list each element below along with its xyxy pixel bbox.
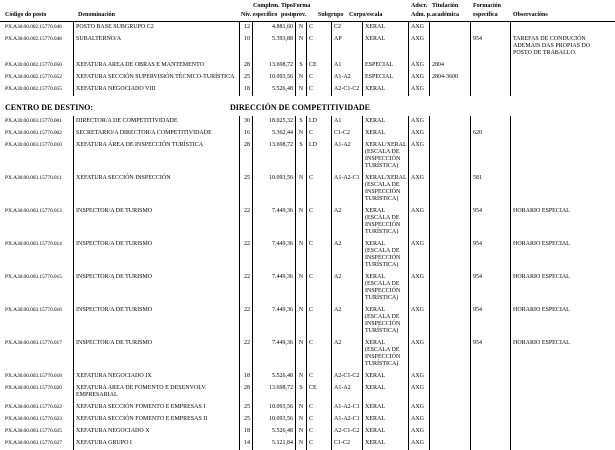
- cell-forma-provision: C: [307, 34, 332, 60]
- table-row: [5, 305, 615, 338]
- cell-adscricion-adm: AXG: [409, 34, 430, 60]
- cell-adscricion-adm: AXG: [409, 426, 430, 438]
- cell-formacion-especifica: 581: [471, 173, 511, 206]
- cell-nivel: 18: [240, 371, 253, 383]
- header-tipo-top: Tipo: [281, 3, 293, 9]
- cell-complem-especifico: 5.393,88: [253, 34, 296, 60]
- cell-corpo-escala: XERAL (ESCALA DE INSPECCIÓN TURÍSTICA): [363, 206, 409, 239]
- cell-complem-especifico: 5.362,44: [253, 128, 296, 140]
- cell-observacions: HORARIO ESPECIAL: [513, 241, 570, 247]
- cell-corpo-escala: XERAL: [363, 84, 409, 96]
- cell-corpo-escala: XERAL (ESCALA DE INSPECCIÓN TURÍSTICA): [363, 239, 409, 272]
- cell-denominacion: XEFATURA AREA DE OBRAS E MANTEMENTO: [74, 60, 240, 72]
- cell-codigo-do-posto: PX.A30.00.003.15770.025: [5, 426, 74, 438]
- cell-subgrupo: A1-A2-C1: [332, 402, 363, 414]
- cell-subgrupo: A2: [332, 206, 363, 239]
- cell-denominacion: INSPECTOR/A DE TURISMO: [74, 206, 240, 239]
- cell-codigo-do-posto: PX.A30.00.003.15770.017: [5, 338, 74, 371]
- cell-complem-especifico: 7.449,36: [253, 338, 296, 371]
- cell-observacions: [511, 414, 615, 426]
- cell-complem-especifico: 5.526,48: [253, 84, 296, 96]
- cell-observacions: [511, 84, 615, 96]
- cell-formacion-especifica: 954: [471, 338, 511, 371]
- cell-adscricion-adm: AXG: [409, 371, 430, 383]
- cell-adscricion-adm: AXG: [409, 128, 430, 140]
- cell-forma-provision: C: [307, 239, 332, 272]
- cell-tipo-posto: N: [296, 173, 307, 206]
- cell-formacion-especifica: [471, 116, 511, 128]
- cell-nivel: 25: [240, 414, 253, 426]
- cell-formacion-especifica: [471, 371, 511, 383]
- cell-observacions: HORARIO ESPECIAL: [513, 307, 570, 313]
- cell-formacion-especifica: 954: [471, 239, 511, 272]
- cell-tipo-posto: N: [296, 402, 307, 414]
- cell-denominacion: XEFATURA NEGOCIADO IX: [74, 371, 240, 383]
- cell-nivel: 16: [240, 128, 253, 140]
- cell-adscricion-adm: AXG: [409, 60, 430, 72]
- cell-codigo-do-posto: PX.A30.00.003.15770.014: [5, 239, 74, 272]
- cell-complem-especifico: 13.698,72: [253, 140, 296, 173]
- cell-formacion-especifica: 954: [471, 206, 511, 239]
- cell-denominacion: XEFATURA NEGOCIADO X: [74, 426, 240, 438]
- cell-forma-provision: C: [307, 173, 332, 206]
- cell-forma-provision: C: [307, 414, 332, 426]
- cell-subgrupo: A2: [332, 272, 363, 305]
- cell-complem-especifico: 7.449,36: [253, 239, 296, 272]
- cell-forma-provision: CE: [307, 60, 332, 72]
- cell-formacion-especifica: [471, 383, 511, 402]
- cell-titulacion-academica: [430, 128, 471, 140]
- header-codigo: Código do posto: [5, 12, 47, 18]
- header-titulacion-top: Titulación: [432, 3, 459, 9]
- cell-denominacion: XEFATURA NEGOCIADO VIII: [74, 84, 240, 96]
- centro-de-destino-row: [5, 103, 615, 112]
- cell-formacion-especifica: [471, 22, 511, 34]
- cell-corpo-escala: XERAL (ESCALA DE INSPECCIÓN TURÍSTICA): [363, 338, 409, 371]
- cell-codigo-do-posto: PX.A30.00.002.15770.050: [5, 60, 74, 72]
- cell-formacion-especifica: [471, 426, 511, 438]
- cell-nivel: 22: [240, 272, 253, 305]
- table-row: [5, 402, 615, 414]
- header-adscr-top: Adscr.: [411, 3, 428, 9]
- cell-codigo-do-posto: PX.A30.00.003.15770.022: [5, 402, 74, 414]
- table-row: [5, 34, 615, 60]
- cell-subgrupo: A2-C1-C2: [332, 426, 363, 438]
- cell-forma-provision: C: [307, 402, 332, 414]
- cell-observacions: [511, 438, 615, 450]
- cell-formacion-especifica: [471, 72, 511, 84]
- cell-forma-provision: LD: [307, 116, 332, 128]
- cell-formacion-especifica: 620: [471, 128, 511, 140]
- cell-adscricion-adm: AXG: [409, 173, 430, 206]
- table-row: [5, 140, 615, 173]
- cell-tipo-posto: N: [296, 22, 307, 34]
- cell-subgrupo: A1: [332, 60, 363, 72]
- cell-corpo-escala: XERAL: [363, 414, 409, 426]
- cell-denominacion: XEFATURA SECCIÓN FOMENTO E EMPRESAS I: [74, 402, 240, 414]
- cell-complem-especifico: 10.093,56: [253, 414, 296, 426]
- cell-adscricion-adm: AXG: [409, 402, 430, 414]
- cell-codigo-do-posto: PX.A30.00.002.15770.046: [5, 22, 74, 34]
- cell-complem-especifico: 7.449,36: [253, 206, 296, 239]
- cell-formacion-especifica: 954: [471, 305, 511, 338]
- cell-tipo-posto: S: [296, 383, 307, 402]
- table-row: [5, 22, 615, 34]
- cell-complem-especifico: 10.093,56: [253, 72, 296, 84]
- cell-denominacion: XEFATURA GRUPO I: [74, 438, 240, 450]
- cell-observacions: [511, 402, 615, 414]
- cell-codigo-do-posto: PX.A30.00.003.15770.016: [5, 305, 74, 338]
- cell-complem-especifico: 18.025,32: [253, 116, 296, 128]
- cell-denominacion: DIRECTOR/A DE COMPETITIVIDADE: [74, 116, 240, 128]
- cell-corpo-escala: XERAL: [363, 438, 409, 450]
- table-section: [5, 22, 615, 96]
- cell-tipo-posto: N: [296, 72, 307, 84]
- header-titulacion-bottom: académica: [432, 12, 459, 18]
- header-formacion-bottom: específica: [473, 12, 498, 18]
- cell-observacions: HORARIO ESPECIAL: [513, 340, 570, 346]
- cell-denominacion: XEFATURA ÁREA DE INSPECCIÓN TURÍSTICA: [74, 140, 240, 173]
- cell-denominacion: INSPECTOR/A DE TURISMO: [74, 338, 240, 371]
- cell-titulacion-academica: [430, 272, 471, 305]
- table-row: [5, 239, 615, 272]
- cell-corpo-escala: XERAL: [363, 383, 409, 402]
- cell-titulacion-academica: [430, 438, 471, 450]
- cell-nivel: 14: [240, 438, 253, 450]
- cell-forma-provision: CE: [307, 383, 332, 402]
- table-header-row: [0, 0, 615, 22]
- cell-adscricion-adm: AXG: [409, 206, 430, 239]
- header-forma-top: Forma: [293, 3, 311, 9]
- cell-titulacion-academica: [430, 34, 471, 60]
- cell-titulacion-academica: [430, 173, 471, 206]
- cell-adscricion-adm: AXG: [409, 116, 430, 128]
- cell-adscricion-adm: AXG: [409, 72, 430, 84]
- cell-formacion-especifica: [471, 414, 511, 426]
- cell-nivel: 25: [240, 173, 253, 206]
- cell-forma-provision: C: [307, 426, 332, 438]
- cell-denominacion: XEFATURA SECCIÓN INSPECCIÓN: [74, 173, 240, 206]
- cell-nivel: 28: [240, 140, 253, 173]
- cell-adscricion-adm: AXG: [409, 140, 430, 173]
- cell-forma-provision: C: [307, 206, 332, 239]
- cell-titulacion-academica: [430, 84, 471, 96]
- cell-adscricion-adm: AXG: [409, 272, 430, 305]
- cell-subgrupo: A2: [332, 338, 363, 371]
- cell-codigo-do-posto: PX.A30.00.003.15770.011: [5, 173, 74, 206]
- header-tipo-bottom: posto: [281, 12, 295, 18]
- table-row: [5, 206, 615, 239]
- cell-complem-especifico: 7.449,36: [253, 305, 296, 338]
- cell-corpo-escala: XERAL: [363, 402, 409, 414]
- header-denominacion: Denominación: [78, 12, 116, 18]
- cell-tipo-posto: N: [296, 414, 307, 426]
- cell-complem-especifico: 13.698,72: [253, 383, 296, 402]
- cell-nivel: 22: [240, 239, 253, 272]
- table-row: [5, 116, 615, 128]
- cell-codigo-do-posto: PX.A30.00.003.15770.010: [5, 140, 74, 173]
- cell-observacions: [511, 173, 615, 206]
- table-row: [5, 438, 615, 450]
- cell-denominacion: INSPECTOR/A DE TURISMO: [74, 272, 240, 305]
- cell-nivel: 10: [240, 34, 253, 60]
- cell-nivel: 18: [240, 426, 253, 438]
- cell-subgrupo: A1-A2-C1: [332, 173, 363, 206]
- cell-nivel: 22: [240, 338, 253, 371]
- cell-observacions: [511, 72, 615, 84]
- cell-adscricion-adm: AXG: [409, 84, 430, 96]
- cell-complem-especifico: 4.881,60: [253, 22, 296, 34]
- cell-denominacion: XEFATURA SECCIÓN SUPERVISIÓN TÉCNICO-TURÍSTICA: [74, 72, 240, 84]
- table-row: [5, 60, 615, 72]
- cell-formacion-especifica: [471, 60, 511, 72]
- centro-de-destino-label: CENTRO DE DESTINO:: [5, 103, 94, 112]
- header-subgrupo: Subgrupo: [318, 12, 344, 18]
- cell-complem-especifico: 13.698,72: [253, 60, 296, 72]
- cell-nivel: 30: [240, 116, 253, 128]
- table-row: [5, 338, 615, 371]
- cell-subgrupo: A2-C1-C2: [332, 84, 363, 96]
- cell-codigo-do-posto: PX.A30.00.003.15770.027: [5, 438, 74, 450]
- cell-corpo-escala: XERAL/XERAL (ESCALA DE INSPECCIÓN TURÍSTICA): [363, 140, 409, 173]
- cell-denominacion: XEFATURA AREA DE FOMENTO E DESENVOLV. EMPRESARIAL: [74, 383, 240, 402]
- table-row: [5, 272, 615, 305]
- cell-codigo-do-posto: PX.A30.00.003.15770.020: [5, 383, 74, 402]
- cell-corpo-escala: XERAL: [363, 116, 409, 128]
- cell-observacions: TAREFAS DE CONDUCIÓN ADEMÁIS DAS PROPIAS DO POSTO DE TRABALLO.: [513, 36, 591, 56]
- cell-titulacion-academica: [430, 116, 471, 128]
- header-forma-bottom: prov.: [293, 12, 307, 18]
- cell-codigo-do-posto: PX.A30.00.003.15770.002: [5, 128, 74, 140]
- cell-titulacion-academica: [430, 371, 471, 383]
- table-section: [5, 103, 615, 450]
- cell-subgrupo: A1: [332, 116, 363, 128]
- cell-nivel: 28: [240, 60, 253, 72]
- cell-forma-provision: C: [307, 84, 332, 96]
- cell-complem-especifico: 5.526,48: [253, 371, 296, 383]
- cell-formacion-especifica: 954: [471, 272, 511, 305]
- cell-adscricion-adm: AXG: [409, 305, 430, 338]
- cell-formacion-especifica: 954: [471, 34, 511, 60]
- cell-corpo-escala: XERAL: [363, 128, 409, 140]
- cell-complem-especifico: 7.449,36: [253, 272, 296, 305]
- cell-formacion-especifica: [471, 84, 511, 96]
- cell-denominacion: POSTO BASE SUBGRUPO C2: [74, 22, 240, 34]
- cell-forma-provision: C: [307, 338, 332, 371]
- table-row: [5, 383, 615, 402]
- cell-adscricion-adm: AXG: [409, 239, 430, 272]
- cell-subgrupo: A2: [332, 239, 363, 272]
- cell-titulacion-academica: 2804: [430, 60, 471, 72]
- cell-subgrupo: AP: [332, 34, 363, 60]
- cell-nivel: 12: [240, 22, 253, 34]
- cell-nivel: 18: [240, 84, 253, 96]
- cell-observacions: [511, 116, 615, 128]
- cell-titulacion-academica: [430, 206, 471, 239]
- cell-tipo-posto: N: [296, 438, 307, 450]
- cell-corpo-escala: XERAL: [363, 34, 409, 60]
- cell-codigo-do-posto: PX.A30.00.003.15770.015: [5, 272, 74, 305]
- cell-adscricion-adm: AXG: [409, 414, 430, 426]
- cell-subgrupo: A2: [332, 305, 363, 338]
- cell-observacions: [511, 383, 615, 402]
- cell-corpo-escala: XERAL (ESCALA DE INSPECCIÓN TURÍSTICA): [363, 272, 409, 305]
- cell-tipo-posto: N: [296, 305, 307, 338]
- cell-complem-especifico: 5.121,84: [253, 438, 296, 450]
- cell-tipo-posto: S: [296, 60, 307, 72]
- cell-titulacion-academica: [430, 305, 471, 338]
- cell-nivel: 22: [240, 305, 253, 338]
- header-niv-especifico: Niv. específico: [241, 12, 278, 18]
- cell-nivel: 25: [240, 402, 253, 414]
- cell-adscricion-adm: AXG: [409, 383, 430, 402]
- cell-complem-especifico: 10.093,56: [253, 402, 296, 414]
- cell-subgrupo: C1-C2: [332, 128, 363, 140]
- cell-subgrupo: C2: [332, 22, 363, 34]
- cell-tipo-posto: N: [296, 371, 307, 383]
- table-row: [5, 371, 615, 383]
- cell-forma-provision: LD: [307, 140, 332, 173]
- cell-tipo-posto: N: [296, 206, 307, 239]
- cell-titulacion-academica: [430, 414, 471, 426]
- cell-observacions: [511, 22, 615, 34]
- cell-corpo-escala: ESPECIAL: [363, 72, 409, 84]
- table-row: [5, 426, 615, 438]
- cell-corpo-escala: XERAL (ESCALA DE INSPECCIÓN TURÍSTICA): [363, 305, 409, 338]
- cell-subgrupo: A2-C1-C2: [332, 371, 363, 383]
- cell-corpo-escala: XERAL: [363, 371, 409, 383]
- cell-tipo-posto: S: [296, 140, 307, 173]
- table-row: [5, 128, 615, 140]
- cell-nivel: 22: [240, 206, 253, 239]
- cell-formacion-especifica: [471, 140, 511, 173]
- cell-forma-provision: C: [307, 438, 332, 450]
- cell-titulacion-academica: [430, 22, 471, 34]
- cell-corpo-escala: XERAL: [363, 426, 409, 438]
- cell-observacions: HORARIO ESPECIAL: [513, 208, 570, 214]
- cell-corpo-escala: ESPECIAL: [363, 60, 409, 72]
- cell-denominacion: INSPECTOR/A DE TURISMO: [74, 305, 240, 338]
- cell-subgrupo: A1-A2: [332, 72, 363, 84]
- cell-codigo-do-posto: PX.A30.00.002.15770.048: [5, 34, 74, 60]
- cell-forma-provision: C: [307, 272, 332, 305]
- cell-codigo-do-posto: PX.A30.00.002.15770.055: [5, 84, 74, 96]
- cell-formacion-especifica: [471, 402, 511, 414]
- cell-denominacion: SUBALTERNO/A: [74, 34, 240, 60]
- cell-titulacion-academica: [430, 140, 471, 173]
- table-row: [5, 84, 615, 96]
- cell-forma-provision: C: [307, 371, 332, 383]
- cell-subgrupo: C1-C2: [332, 438, 363, 450]
- cell-nivel: 28: [240, 383, 253, 402]
- cell-codigo-do-posto: PX.A30.00.003.15770.023: [5, 414, 74, 426]
- centro-de-destino-value: DIRECCIÓN DE COMPETITIVIDADE: [230, 103, 371, 112]
- table-row: [5, 173, 615, 206]
- cell-codigo-do-posto: PX.A30.00.003.15770.001: [5, 116, 74, 128]
- cell-observacions: [511, 140, 615, 173]
- cell-corpo-escala: XERAL/XERAL (ESCALA DE INSPECCIÓN TURÍSTICA): [363, 173, 409, 206]
- cell-codigo-do-posto: PX.A30.00.002.15770.052: [5, 72, 74, 84]
- cell-tipo-posto: N: [296, 272, 307, 305]
- cell-forma-provision: C: [307, 305, 332, 338]
- cell-subgrupo: A1-A2-C1: [332, 414, 363, 426]
- header-complem-top: Complem.: [253, 3, 280, 9]
- cell-titulacion-academica: [430, 426, 471, 438]
- cell-titulacion-academica: [430, 239, 471, 272]
- table-row: [5, 72, 615, 84]
- cell-tipo-posto: N: [296, 34, 307, 60]
- cell-forma-provision: C: [307, 128, 332, 140]
- cell-subgrupo: A1-A2: [332, 383, 363, 402]
- header-corpo-escala: Corpo/escala: [349, 12, 383, 18]
- table-body: [5, 22, 615, 450]
- cell-observacions: [511, 60, 615, 72]
- cell-titulacion-academica: 2804-3600: [430, 72, 471, 84]
- cell-titulacion-academica: [430, 383, 471, 402]
- cell-tipo-posto: N: [296, 128, 307, 140]
- cell-subgrupo: A1-A2: [332, 140, 363, 173]
- cell-adscricion-adm: AXG: [409, 438, 430, 450]
- header-observacions: Observacións: [513, 12, 548, 18]
- cell-corpo-escala: XERAL: [363, 22, 409, 34]
- cell-adscricion-adm: AXG: [409, 22, 430, 34]
- cell-observacions: [511, 426, 615, 438]
- cell-titulacion-academica: [430, 338, 471, 371]
- header-adscr-bottom: Adm. p.: [411, 12, 432, 18]
- cell-complem-especifico: 10.093,56: [253, 173, 296, 206]
- cell-tipo-posto: S: [296, 116, 307, 128]
- cell-observacions: [511, 371, 615, 383]
- cell-tipo-posto: N: [296, 84, 307, 96]
- cell-tipo-posto: N: [296, 338, 307, 371]
- cell-nivel: 25: [240, 72, 253, 84]
- cell-forma-provision: C: [307, 22, 332, 34]
- cell-adscricion-adm: AXG: [409, 338, 430, 371]
- cell-tipo-posto: N: [296, 426, 307, 438]
- cell-denominacion: XEFATURA SECCIÓN FOMENTO E EMPRESAS II: [74, 414, 240, 426]
- cell-observacions: [511, 128, 615, 140]
- cell-observacions: HORARIO ESPECIAL: [513, 274, 570, 280]
- cell-complem-especifico: 5.526,48: [253, 426, 296, 438]
- cell-tipo-posto: N: [296, 239, 307, 272]
- cell-denominacion: SECRETARIO/A DIRECTOR/A COMPETITIVIDADE: [74, 128, 240, 140]
- cell-formacion-especifica: [471, 438, 511, 450]
- cell-codigo-do-posto: PX.A30.00.003.15770.018: [5, 371, 74, 383]
- cell-forma-provision: C: [307, 72, 332, 84]
- table-row: [5, 414, 615, 426]
- cell-denominacion: INSPECTOR/A DE TURISMO: [74, 239, 240, 272]
- header-formacion-top: Formación: [473, 3, 501, 9]
- cell-codigo-do-posto: PX.A30.00.003.15770.013: [5, 206, 74, 239]
- cell-titulacion-academica: [430, 402, 471, 414]
